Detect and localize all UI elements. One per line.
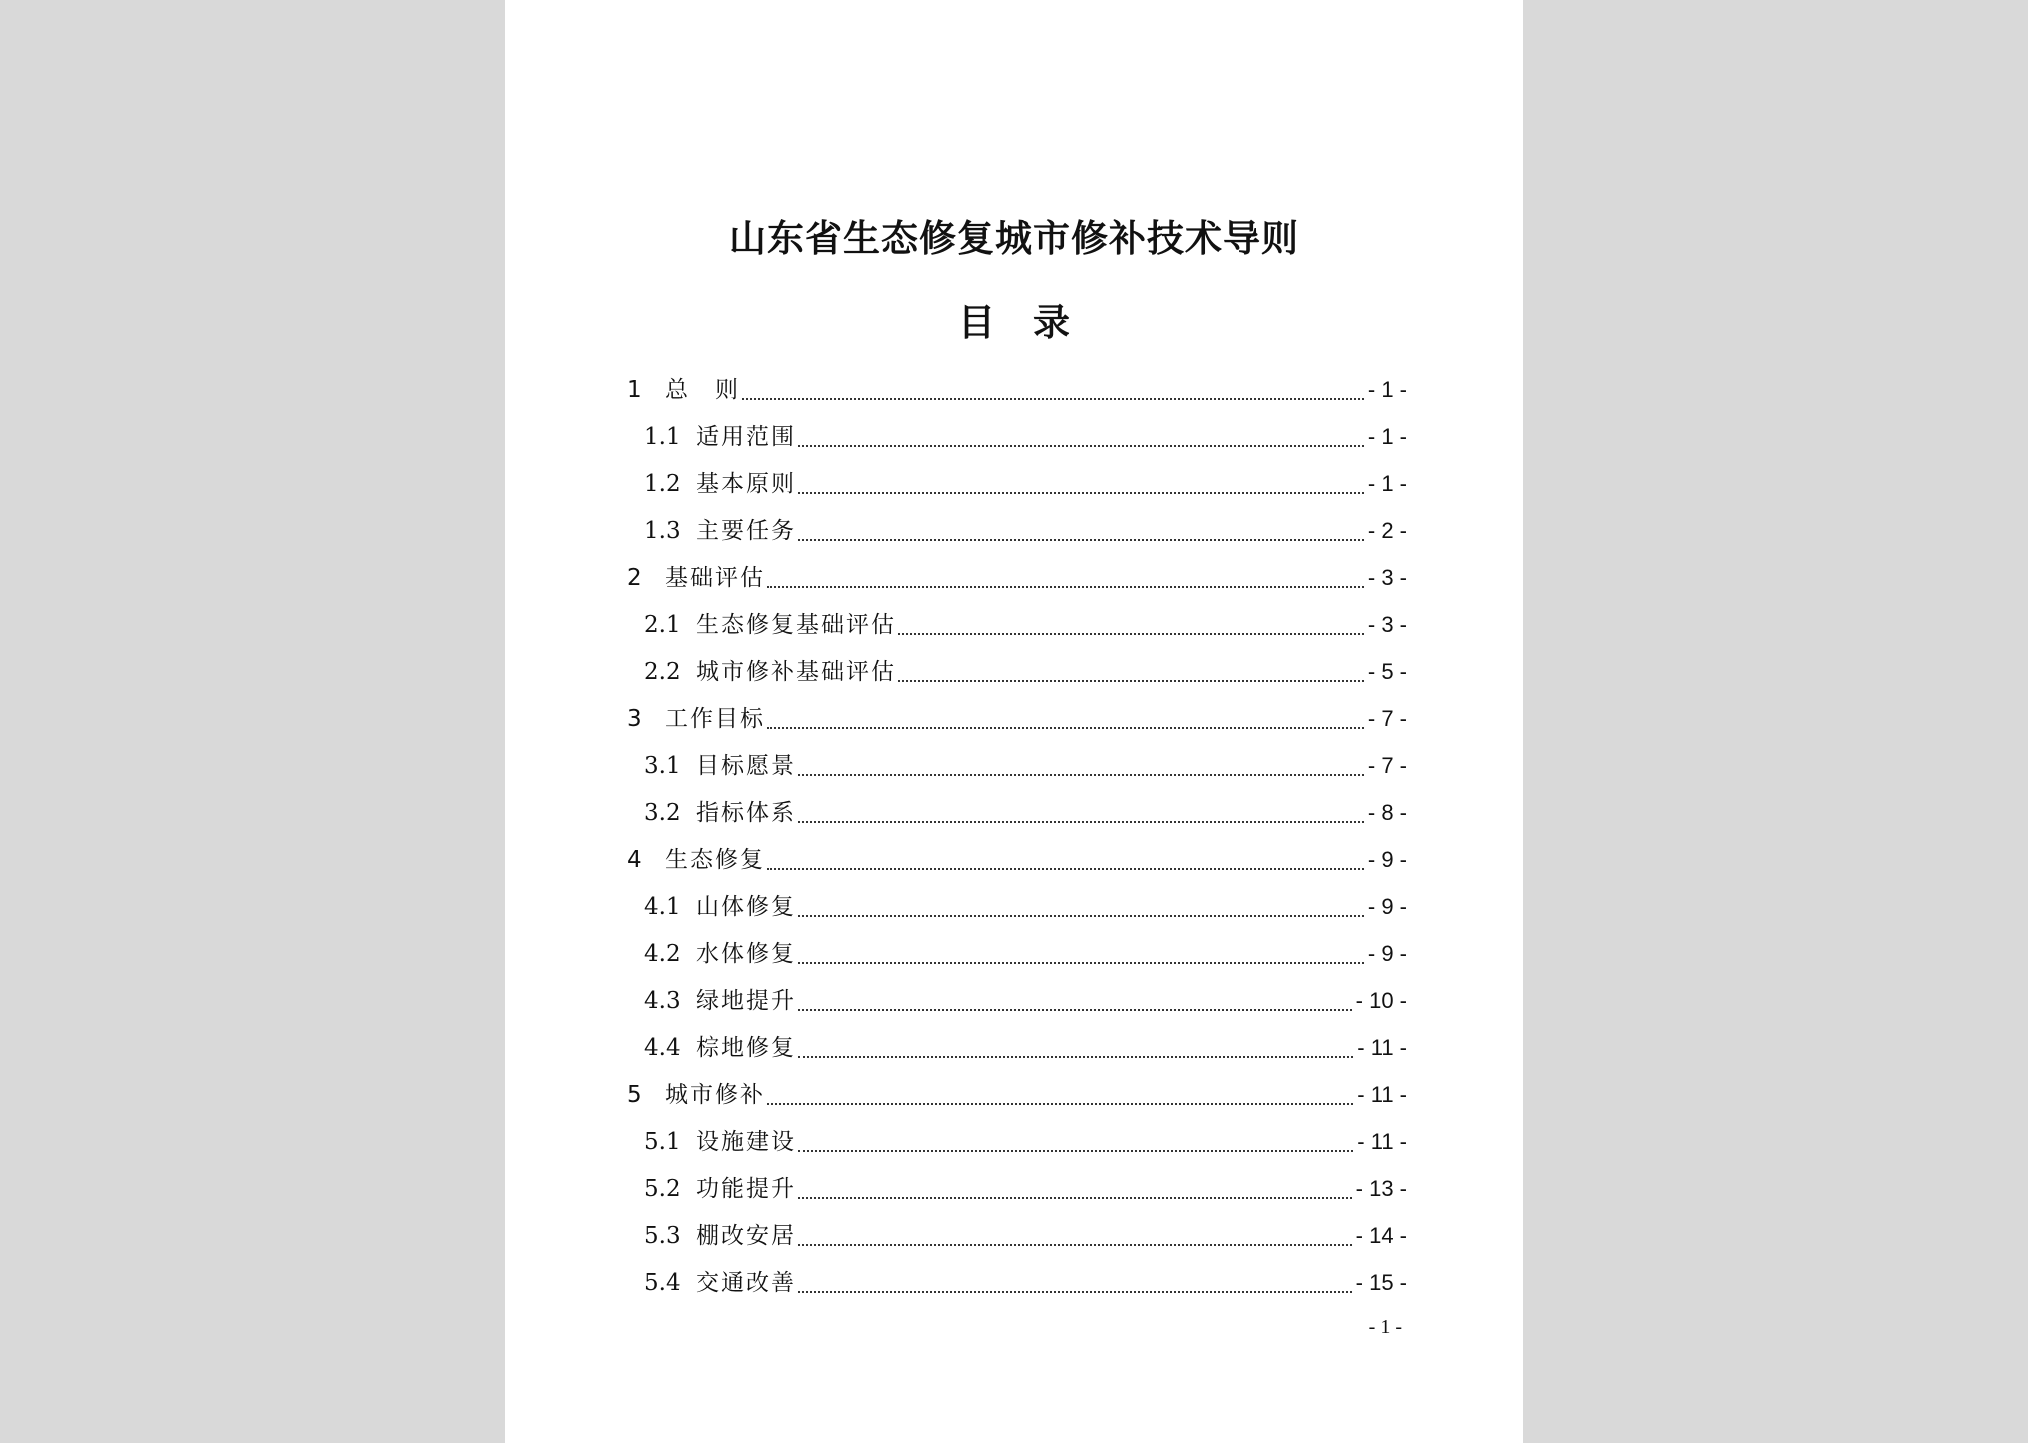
toc-entry-number: 5.1 xyxy=(644,1129,681,1155)
toc-dot-leader xyxy=(767,1103,1353,1105)
toc-entry[interactable] xyxy=(627,558,1407,598)
toc-entry-title: 指标体系 xyxy=(696,800,796,826)
toc-entry-number: 4.2 xyxy=(644,941,681,967)
toc-entry-page: - 13 - xyxy=(1355,1176,1407,1201)
toc-entry-page: - 7 - xyxy=(1367,706,1407,731)
toc-dot-leader xyxy=(767,586,1364,588)
toc-entry-page: - 9 - xyxy=(1367,847,1407,872)
toc-entry-page: - 1 - xyxy=(1367,377,1407,402)
toc-entry-page: - 9 - xyxy=(1367,894,1407,919)
toc-entry-title: 基础评估 xyxy=(665,565,765,591)
toc-entry[interactable] xyxy=(644,511,1407,551)
toc-entry-page: - 1 - xyxy=(1367,471,1407,496)
toc-entry[interactable] xyxy=(644,1122,1407,1162)
toc-heading-left: 目 xyxy=(958,300,995,344)
toc-entry-number: 5.4 xyxy=(644,1270,681,1296)
toc-entry[interactable] xyxy=(644,746,1407,786)
toc-entry-number: 5 xyxy=(627,1082,642,1108)
toc-entry-page: - 3 - xyxy=(1367,565,1407,590)
toc-entry[interactable] xyxy=(627,1075,1407,1115)
toc-entry-page: - 11 - xyxy=(1357,1035,1407,1060)
toc-dot-leader xyxy=(798,1150,1353,1152)
toc-dot-leader xyxy=(798,1056,1353,1058)
toc-dot-leader xyxy=(798,1244,1352,1246)
document-page xyxy=(505,0,1523,1443)
toc-entry[interactable] xyxy=(644,652,1407,692)
toc-entry-title: 功能提升 xyxy=(696,1176,796,1202)
toc-entry[interactable] xyxy=(644,1028,1407,1068)
toc-entry[interactable] xyxy=(644,1216,1407,1256)
toc-dot-leader xyxy=(798,539,1364,541)
toc-entry-page: - 11 - xyxy=(1357,1082,1407,1107)
toc-entry-title: 城市修补 xyxy=(665,1082,765,1108)
toc-entry[interactable] xyxy=(644,793,1407,833)
toc-entry-title: 工作目标 xyxy=(665,706,765,732)
toc-entry-page: - 8 - xyxy=(1367,800,1407,825)
toc-entry-number: 3.2 xyxy=(644,800,681,826)
toc-entry[interactable] xyxy=(644,981,1407,1021)
toc-entry-page: - 10 - xyxy=(1355,988,1407,1013)
toc-entry[interactable] xyxy=(644,934,1407,974)
toc-dot-leader xyxy=(798,445,1364,447)
toc-entry-number: 4.1 xyxy=(644,894,681,920)
toc-entry[interactable] xyxy=(644,417,1407,457)
toc-entry[interactable] xyxy=(644,1263,1407,1303)
toc-dot-leader xyxy=(898,633,1364,635)
toc-dot-leader xyxy=(767,868,1364,870)
toc-dot-leader xyxy=(798,962,1364,964)
toc-entry-title: 山体修复 xyxy=(696,894,796,920)
toc-dot-leader xyxy=(798,492,1364,494)
toc-entry-page: - 9 - xyxy=(1367,941,1407,966)
toc-entry-page: - 3 - xyxy=(1367,612,1407,637)
page-number: - 1 - xyxy=(1368,1316,1402,1338)
toc-entry-number: 1 xyxy=(627,377,642,403)
toc-entry-number: 3 xyxy=(627,706,642,732)
toc-entry-page: - 11 - xyxy=(1357,1129,1407,1154)
toc-entry-number: 2 xyxy=(627,565,642,591)
toc-entry-title: 绿地提升 xyxy=(696,988,796,1014)
toc-entry-number: 3.1 xyxy=(644,753,681,779)
toc-entry-title: 交通改善 xyxy=(696,1270,796,1296)
toc-entry-title: 生态修复基础评估 xyxy=(696,612,896,638)
toc-entry-page: - 15 - xyxy=(1355,1270,1407,1295)
toc-entry-page: - 5 - xyxy=(1367,659,1407,684)
toc-entry-number: 4.4 xyxy=(644,1035,681,1061)
toc-dot-leader xyxy=(798,1197,1352,1199)
toc-entry-title: 总 则 xyxy=(665,377,740,403)
toc-entry[interactable] xyxy=(627,699,1407,739)
toc-entry-title: 棚改安居 xyxy=(696,1223,796,1249)
toc-entry-page: - 1 - xyxy=(1367,424,1407,449)
toc-entry[interactable] xyxy=(644,464,1407,504)
toc-entry-number: 5.3 xyxy=(644,1223,681,1249)
toc-heading xyxy=(505,292,1523,346)
toc-entry-title: 主要任务 xyxy=(696,518,796,544)
toc-entry-page: - 14 - xyxy=(1355,1223,1407,1248)
toc-dot-leader xyxy=(798,821,1364,823)
toc-entry-title: 生态修复 xyxy=(665,847,765,873)
toc-entry[interactable] xyxy=(644,887,1407,927)
toc-dot-leader xyxy=(767,727,1364,729)
toc-entry-number: 2.2 xyxy=(644,659,681,685)
toc-entry-title: 设施建设 xyxy=(696,1129,796,1155)
toc-entry-number: 1.1 xyxy=(644,424,681,450)
toc-entry[interactable] xyxy=(644,1169,1407,1209)
toc-entry-number: 1.3 xyxy=(644,518,681,544)
toc-entry-number: 4.3 xyxy=(644,988,681,1014)
toc-entry-title: 棕地修复 xyxy=(696,1035,796,1061)
document-title: 山东省生态修复城市修补技术导则 xyxy=(729,216,1299,260)
toc-entry[interactable] xyxy=(627,840,1407,880)
toc-entry-title: 目标愿景 xyxy=(696,753,796,779)
toc-entry-title: 基本原则 xyxy=(696,471,796,497)
toc-dot-leader xyxy=(798,774,1364,776)
toc-dot-leader xyxy=(798,1291,1352,1293)
toc-entry-title: 水体修复 xyxy=(696,941,796,967)
toc-dot-leader xyxy=(798,1009,1352,1011)
toc-entry[interactable] xyxy=(644,605,1407,645)
toc-heading-right: 录 xyxy=(1033,300,1070,344)
toc-entry-title: 城市修补基础评估 xyxy=(696,659,896,685)
toc-entry-title: 适用范围 xyxy=(696,424,796,450)
toc-entry-number: 5.2 xyxy=(644,1176,681,1202)
toc-entry-number: 4 xyxy=(627,847,642,873)
toc-entry-page: - 7 - xyxy=(1367,753,1407,778)
toc-entry[interactable] xyxy=(627,370,1407,410)
toc-entry-number: 1.2 xyxy=(644,471,681,497)
toc-entry-page: - 2 - xyxy=(1367,518,1407,543)
toc-dot-leader xyxy=(898,680,1364,682)
toc-entry-number: 2.1 xyxy=(644,612,681,638)
toc-dot-leader xyxy=(798,915,1364,917)
toc-dot-leader xyxy=(742,398,1364,400)
